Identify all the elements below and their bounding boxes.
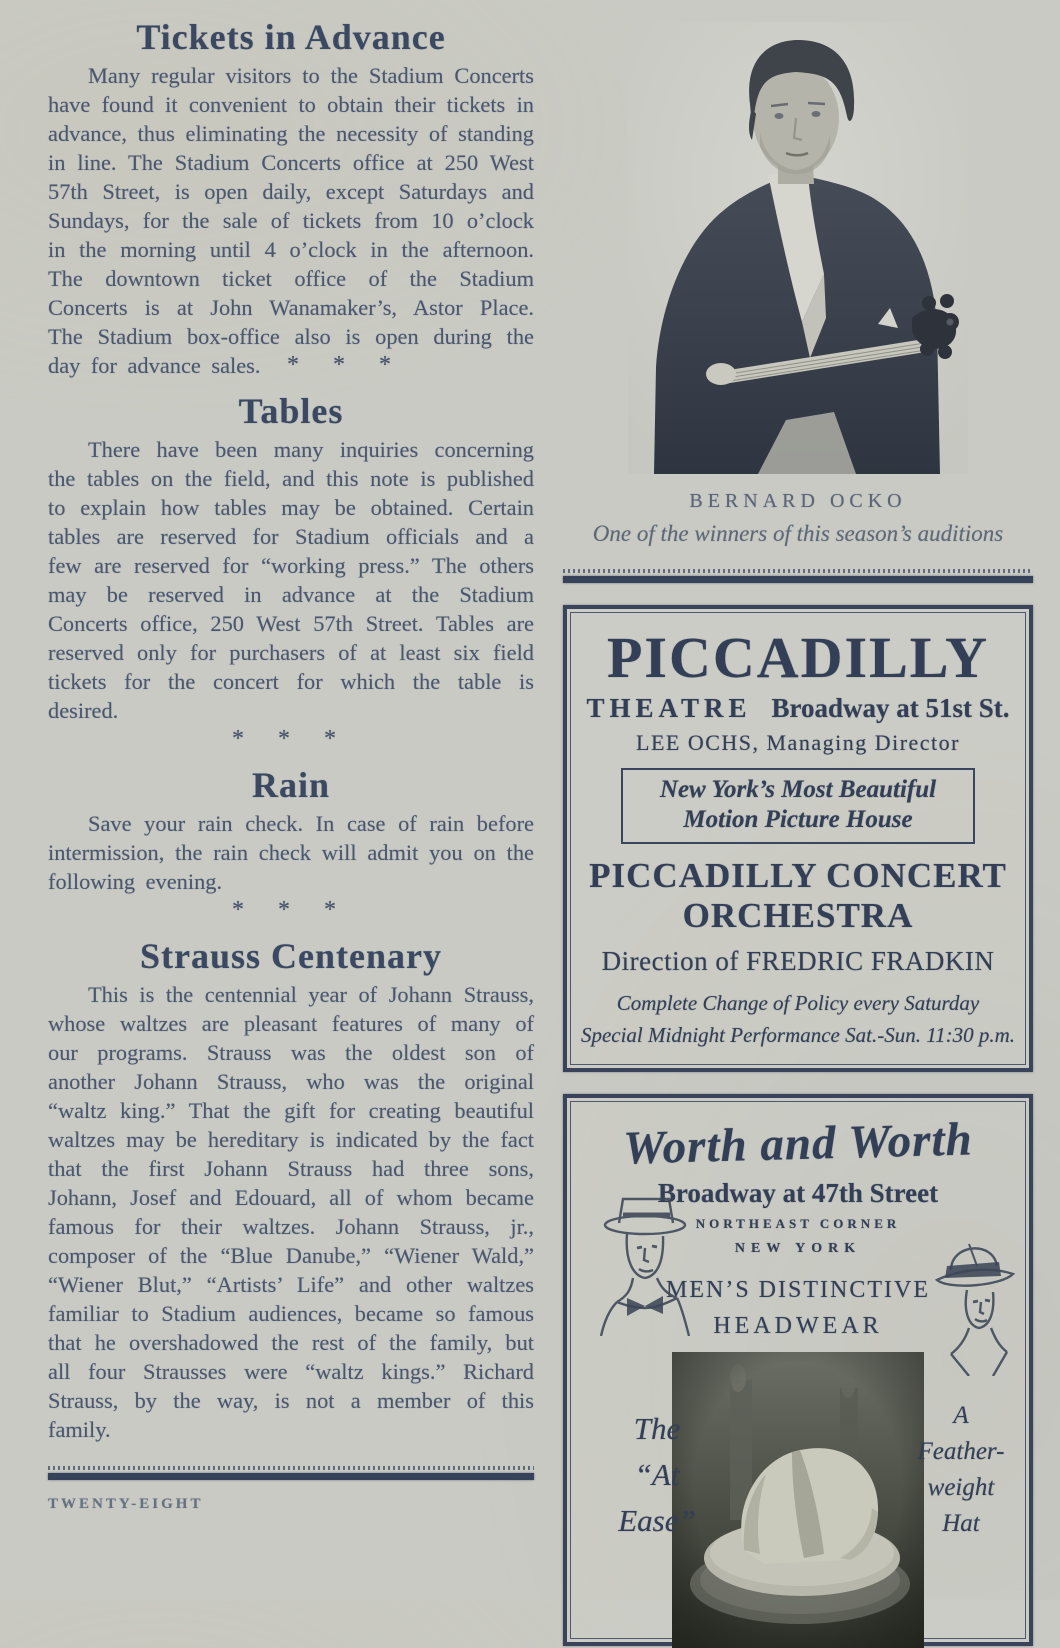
right-column: [563, 0, 1033, 1646]
feather-line: Hat: [942, 1510, 980, 1537]
piccadilly-tagline-line2: Motion Picture House: [683, 806, 913, 833]
fedora-man-illustration: [929, 1226, 1019, 1376]
piccadilly-subtitle: [577, 693, 1019, 724]
piccadilly-policy: Complete Change of Policy every Saturday: [616, 991, 980, 1015]
thick-rule: [48, 1473, 534, 1480]
left-column: [48, 6, 534, 1513]
worth-tagline-line1: MEN’S DISTINCTIVE: [666, 1277, 930, 1303]
article-body-tables: There have been many inquiries concerning the tables on the field, and this note is published to explain how tables may be obtained. Certain tables are reserved for Stadium officials and a few are reserved for “working press.” The others may be reserved in advance at the Stadium Concerts office, 250 West 57th Street. Tables are reserved only for purchasers of at least six field tickets for the concert for which the table is desired.: [48, 437, 534, 723]
piccadilly-tagline-box: [621, 768, 975, 844]
article-heading-tickets: Tickets in Advance: [136, 17, 446, 57]
worth-tagline-line2: HEADWEAR: [713, 1313, 883, 1339]
piccadilly-orchestra: [577, 856, 1019, 936]
thick-rule: [563, 576, 1033, 583]
article-strauss: [48, 935, 534, 1444]
worth-feather-caption: [897, 1398, 1025, 1542]
article-heading-strauss: Strauss Centenary: [140, 936, 442, 976]
worth-address: Broadway at 47th Street: [657, 1178, 939, 1208]
page-number: TWENTY-EIGHT: [48, 1496, 204, 1512]
asterisk-separator: * * *: [232, 897, 350, 923]
worth-corner: NORTHEAST CORNER: [695, 1216, 901, 1231]
piccadilly-orchestra-line2: ORCHESTRA: [682, 896, 914, 935]
article-rain: [48, 764, 534, 925]
piccadilly-location: Broadway at 51st St.: [771, 693, 1010, 723]
article-tables: [48, 390, 534, 754]
feather-line: weight: [927, 1474, 995, 1501]
violinist-photo-illustration: [628, 22, 968, 474]
footer-rule: [48, 1466, 534, 1480]
article-body-rain: Save your rain check. In case of rain before intermission, the rain check will admit you on the following evening.: [48, 811, 534, 894]
worth-logo: Worth and Worth: [622, 1113, 974, 1175]
atease-line: “At: [634, 1457, 680, 1492]
dotted-rule: [48, 1466, 534, 1470]
article-heading-tables: Tables: [238, 391, 344, 431]
boater-man-illustration: [593, 1186, 697, 1336]
article-heading-rain: Rain: [251, 765, 331, 805]
piccadilly-director: LEE OCHS, Managing Director: [636, 730, 960, 755]
piccadilly-orchestra-line1: PICCADILLY CONCERT: [589, 856, 1007, 895]
piccadilly-direction: Direction of FREDRIC FRADKIN: [601, 946, 995, 976]
dotted-rule: [563, 569, 1033, 573]
piccadilly-tagline-line1: New York’s Most Beautiful: [659, 776, 937, 803]
article-tickets: [48, 16, 534, 380]
worth-atease-caption: [583, 1406, 731, 1544]
feather-line: A: [953, 1402, 969, 1429]
piccadilly-midnight: Special Midnight Performance Sat.-Sun. 11:30 p.m.: [580, 1023, 1016, 1047]
atease-line: The: [633, 1411, 681, 1446]
asterisk-separator: * * *: [232, 726, 350, 752]
asterisk-separator: * * *: [287, 352, 405, 378]
photo-caption-name: BERNARD OCKO: [689, 490, 907, 512]
section-rule: [563, 569, 1033, 583]
atease-line: Ease”: [618, 1503, 696, 1538]
article-body-tickets: Many regular visitors to the Stadium Concerts have found it convenient to obtain their tickets in advance, thus eliminating the necessity of standing in line. The Stadium Concerts office at 250 West 57th Street, is open daily, except Saturdays and Sundays, for the sale of tickets from 10 o’clock in the morning until 4 o’clock in the afternoon. The downtown ticket office of the Stadium Concerts is at John Wanamaker’s, Astor Place. The Stadium box-office also is open during the day for advance sales.: [48, 63, 534, 378]
piccadilly-venue: THEATRE: [586, 693, 752, 723]
piccadilly-ad: [563, 605, 1033, 1072]
piccadilly-title: PICCADILLY: [606, 625, 990, 690]
worth-city: NEW YORK: [734, 1241, 862, 1256]
worth-ad: [563, 1094, 1033, 1646]
article-body-strauss: This is the centennial year of Johann Strauss, whose waltzes are pleasant features of many of our programs. Strauss was the oldest son of another Johann Strauss, who was the original “waltz king.” That the gift for creating beautiful waltzes may be hereditary is indicated by the fact that the first Johann Strauss had three sons, Johann, Josef and Edouard, all of whom became famous for their waltzes. Johann Strauss, jr., composer of the “Blue Danube,” “Wiener Wald,” “Wiener Blut,” “Artists’ Life” and other waltzes familiar to Stadium audiences, became so famous that he overshadowed the rest of the family, but all four Strausses were “waltz kings.” Richard Strauss, by the way, is not a member of this family.: [48, 982, 534, 1442]
feather-line: Feather-: [917, 1438, 1005, 1465]
photo-caption-subtitle: One of the winners of this season’s auditions: [592, 521, 1004, 546]
